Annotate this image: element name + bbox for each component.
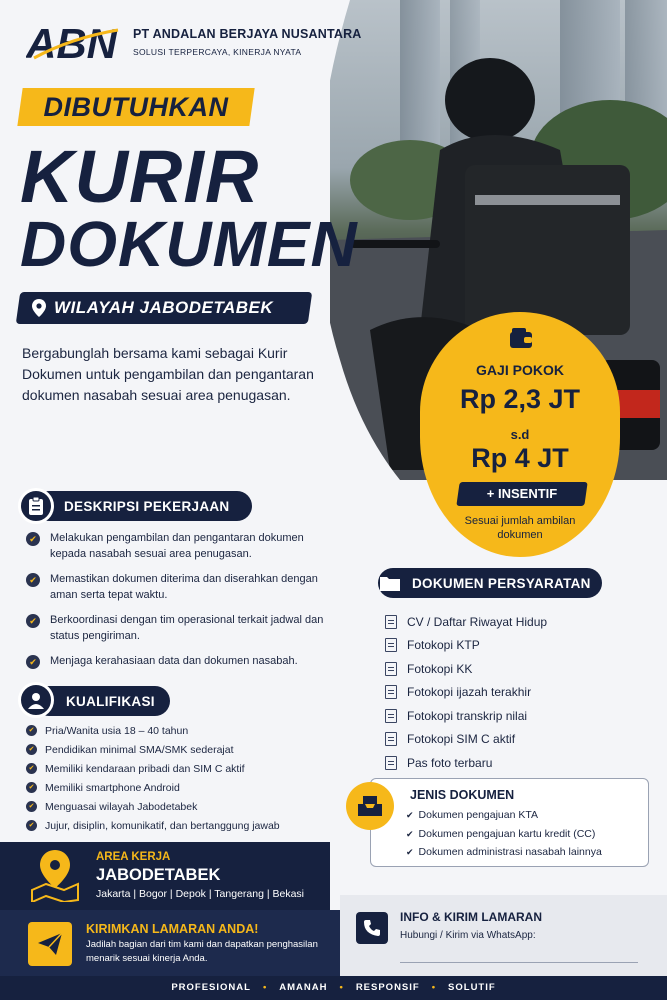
company-tagline: SOLUSI TERPERCAYA, KINERJA NYATA [133, 47, 302, 57]
list-item-text: Dokumen pengajuan kartu kredit (CC) [418, 827, 596, 840]
list-item [26, 781, 336, 800]
job-description-list [26, 530, 336, 678]
list-item-text: Menjaga kerahasiaan data dan dokumen nasabah. [50, 655, 298, 667]
check-icon: ✔ [26, 782, 37, 793]
check-icon: ✔ [26, 573, 40, 587]
salary-min: Rp 2,3 JT [459, 384, 581, 414]
salary-label: GAJI POKOK [476, 362, 564, 378]
list-item-text: Dokumen administrasi nasabah lainnya [418, 846, 602, 858]
list-item-text: Fotokopi KK [407, 661, 473, 676]
incentive-note: Sesuai jumlah ambilan dokumen [464, 515, 576, 541]
location-bar [16, 292, 312, 324]
footer-values [0, 976, 667, 1000]
check-icon: ✔ [26, 614, 40, 628]
list-item [385, 657, 547, 681]
intro-text: Bergabunglah bersama kami sebagai Kurir Dokumen untuk pengambilan dan pengantaran dokumen nasabah sesuai area penugasan. [22, 345, 314, 403]
check-icon: ✔ [406, 828, 414, 839]
list-item [26, 819, 336, 838]
value-responsif: RESPONSIF [355, 982, 420, 993]
incentive-badge [456, 482, 587, 506]
value-profesional: PROFESIONAL [171, 982, 251, 993]
qualifications-list [26, 724, 336, 838]
check-icon: ✔ [26, 801, 37, 812]
list-item-text: Fotokopi ijazah terakhir [407, 685, 532, 700]
location-label: WILAYAH JABODETABEK [54, 298, 274, 317]
contact-title: INFO & KIRIM LAMARAN [400, 910, 542, 924]
apply-text: Jadilah bagian dari tim kami dan dapatkan penghasilan menarik sesuai kinerja Anda. [86, 939, 318, 964]
document-icon [385, 615, 397, 629]
list-item-text: Dokumen pengajuan KTA [418, 809, 539, 821]
work-area-name: JABODETABEK [96, 866, 221, 884]
list-item-text: Fotokopi SIM C aktif [407, 732, 516, 747]
salary-max: Rp 4 JT [471, 443, 569, 473]
wallet-icon [508, 326, 534, 352]
list-item [385, 634, 547, 658]
job-description-header [34, 491, 252, 521]
list-item [26, 530, 336, 562]
list-item-text: Memiliki kendaraan pribadi dan SIM C aktif [45, 763, 245, 775]
check-icon: ✔ [406, 847, 414, 857]
work-area-label: AREA KERJA [96, 851, 171, 863]
contact-text: Hubungi / Kirim via WhatsApp: [400, 930, 536, 941]
required-documents-header [378, 568, 602, 598]
list-item [26, 724, 336, 743]
list-item [26, 571, 336, 603]
check-icon: ✔ [26, 763, 37, 774]
list-item-text: Pendidikan minimal SMA/SMK sederajat [45, 744, 234, 756]
check-icon: ✔ [26, 532, 40, 546]
document-icon [385, 662, 397, 676]
separator-dot: • [262, 982, 268, 993]
hiring-badge [17, 88, 254, 126]
list-item [26, 762, 336, 781]
apply-title: KIRIMKAN LAMARAN ANDA! [86, 922, 259, 936]
document-icon [385, 756, 397, 770]
check-icon: ✔ [406, 810, 414, 820]
list-item [406, 806, 602, 825]
document-icon [385, 638, 397, 652]
separator-dot: • [339, 982, 344, 993]
list-item [406, 825, 602, 844]
check-icon: ✔ [26, 655, 40, 669]
list-item [385, 751, 547, 775]
phone-icon [356, 912, 388, 944]
list-item-text: Berkoordinasi dengan tim operasional terkait jadwal dan status pengiriman. [50, 614, 324, 642]
list-item-text: Memiliki smartphone Android [45, 782, 180, 794]
company-name: PT ANDALAN BERJAYA NUSANTARA [133, 27, 362, 41]
check-icon: ✔ [26, 725, 37, 736]
clipboard-icon [18, 488, 54, 524]
work-area-cities: Jakarta | Bogor | Depok | Tangerang | Bekasi [96, 888, 305, 900]
incentive-label: + INSENTIF [486, 486, 558, 501]
list-item-text: CV / Daftar Riwayat Hidup [407, 614, 548, 629]
list-item-text: Fotokopi transkrip nilai [407, 708, 528, 723]
separator-dot: • [431, 982, 437, 993]
contact-blank-line [400, 962, 638, 963]
job-description-title: DESKRIPSI PEKERJAAN [64, 498, 230, 514]
list-item [385, 728, 547, 752]
list-item [406, 843, 602, 862]
salary-range-separator: s.d [510, 427, 530, 442]
company-logo [26, 20, 126, 64]
user-icon [18, 682, 54, 718]
folder-icon [372, 565, 408, 601]
value-solutif: SOLUTIF [448, 982, 496, 993]
document-types-list [406, 806, 602, 862]
hiring-badge-label: DIBUTUHKAN [43, 92, 229, 122]
list-item [26, 612, 336, 644]
list-item-text: Pas foto terbaru [407, 755, 493, 770]
qualifications-title: KUALIFIKASI [66, 693, 155, 709]
paper-plane-icon [28, 922, 72, 966]
check-icon: ✔ [26, 744, 37, 755]
inbox-tray-icon [346, 782, 394, 830]
required-documents-list [385, 610, 547, 775]
value-amanah: AMANAH [279, 982, 328, 993]
list-item [385, 681, 547, 705]
job-title-line2: DOKUMEN [20, 208, 358, 280]
list-item-text: Pria/Wanita usia 18 – 40 tahun [45, 725, 189, 737]
document-icon [385, 685, 397, 699]
document-icon [385, 732, 397, 746]
document-icon [385, 709, 397, 723]
job-title-line1: KURIR [20, 135, 260, 218]
map-pin-icon [30, 850, 80, 902]
list-item [385, 704, 547, 728]
list-item-text: Fotokopi KTP [407, 638, 480, 653]
list-item-text: Jujur, disiplin, komunikatif, dan bertanggung jawab [45, 820, 280, 832]
qualifications-header [34, 686, 170, 716]
check-icon: ✔ [26, 820, 37, 831]
logo-text: ABN [26, 20, 117, 64]
list-item [26, 743, 336, 762]
list-item-text: Memastikan dokumen diterima dan diserahkan dengan aman serta tepat waktu. [50, 573, 318, 601]
list-item [26, 653, 336, 669]
required-documents-title: DOKUMEN PERSYARATAN [412, 575, 591, 591]
list-item [26, 800, 336, 819]
salary-badge [420, 312, 620, 557]
list-item-text: Melakukan pengambilan dan pengantaran dokumen kepada nasabah sesuai area penugasan. [50, 532, 304, 560]
list-item [385, 610, 547, 634]
location-pin-icon [32, 299, 46, 317]
list-item-text: Menguasai wilayah Jabodetabek [45, 801, 198, 813]
document-types-title: JENIS DOKUMEN [410, 788, 515, 802]
